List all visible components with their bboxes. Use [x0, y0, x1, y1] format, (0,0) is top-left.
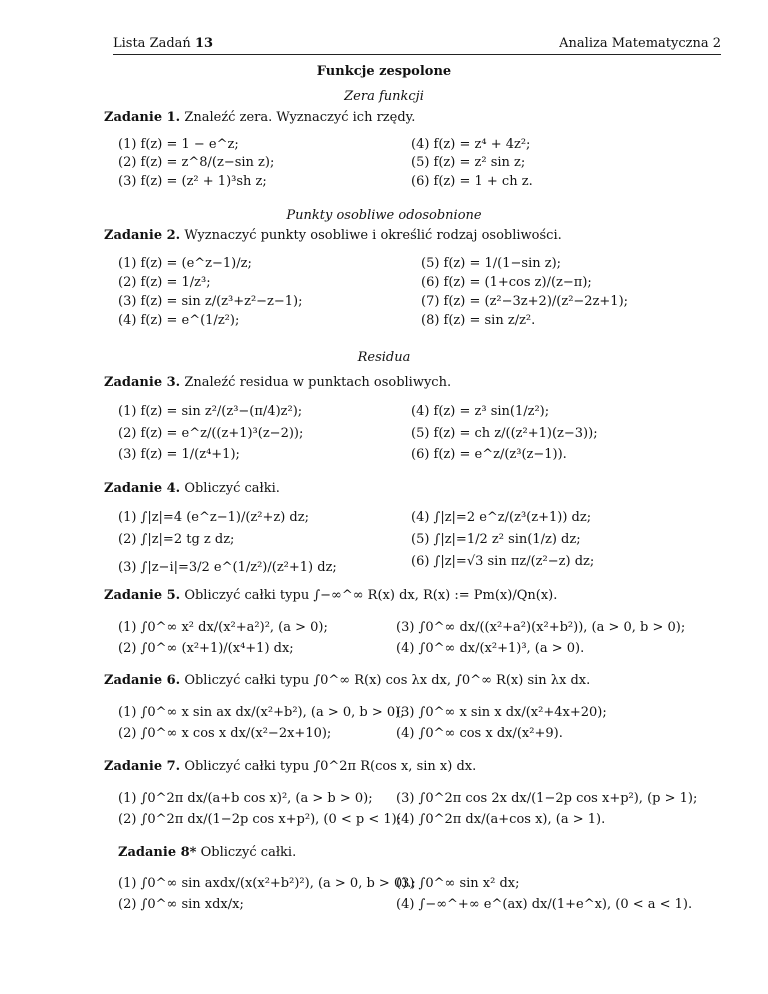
task-8-item: (2) ∫0^∞ sin xdx/x; — [118, 897, 244, 912]
task-1-item: (1) f(z) = 1 − e^z; — [118, 137, 239, 152]
task-8-item: (1) ∫0^∞ sin axdx/(x(x²+b²)²), (a > 0, b > 0).; — [118, 876, 416, 891]
task-2-item: (2) f(z) = 1/z³; — [118, 275, 211, 290]
task-3-item: (4) f(z) = z³ sin(1/z²); — [411, 404, 550, 419]
task-1-item: (6) f(z) = 1 + ch z. — [411, 174, 533, 189]
task-3-item: (1) f(z) = sin z²/(z³−(π/4)z²); — [118, 404, 303, 419]
task-6-item: (2) ∫0^∞ x cos x dx/(x²−2x+10); — [118, 726, 332, 741]
task-2: Zadanie 2. Wyznaczyć punkty osobliwe i określić rodzaj osobliwości. — [104, 228, 562, 243]
task-6-item: (1) ∫0^∞ x sin ax dx/(x²+b²), (a > 0, b > 0); — [118, 705, 405, 720]
task-3-item: (3) f(z) = 1/(z⁴+1); — [118, 447, 240, 462]
task-1: Zadanie 1. Znaleźć zera. Wyznaczyć ich rzędy. — [104, 110, 416, 125]
task-1-item: (2) f(z) = z^8/(z−sin z); — [118, 155, 275, 170]
task-6-item: (4) ∫0^∞ cos x dx/(x²+9). — [396, 726, 563, 741]
task-2-item: (1) f(z) = (e^z−1)/z; — [118, 256, 252, 271]
task-5: Zadanie 5. Obliczyć całki typu ∫−∞^∞ R(x) dx, R(x) := Pm(x)/Qn(x). — [104, 588, 558, 603]
task-2-item: (4) f(z) = e^(1/z²); — [118, 313, 240, 328]
section-residua: Residua — [357, 350, 411, 365]
task-5-item: (4) ∫0^∞ dx/(x²+1)³, (a > 0). — [396, 641, 585, 656]
task-5-item: (2) ∫0^∞ (x²+1)/(x⁴+1) dx; — [118, 641, 294, 656]
task-3: Zadanie 3. Znaleźć residua w punktach osobliwych. — [104, 375, 452, 390]
task-4-item: (6) ∫|z|=√3 sin πz/(z²−z) dz; — [411, 554, 595, 569]
task-4-item: (5) ∫|z|=1/2 z² sin(1/z) dz; — [411, 532, 581, 547]
task-7-item: (3) ∫0^2π cos 2x dx/(1−2p cos x+p²), (p > 1); — [396, 791, 698, 806]
task-8: Zadanie 8* Obliczyć całki. — [118, 845, 297, 860]
task-1-item: (5) f(z) = z² sin z; — [411, 155, 526, 170]
task-7-item: (4) ∫0^2π dx/(a+cos x), (a > 1). — [396, 812, 606, 827]
task-2-item: (7) f(z) = (z²−3z+2)/(z²−2z+1); — [421, 294, 629, 309]
task-8-item: (3) ∫0^∞ sin x² dx; — [396, 876, 520, 891]
task-4-item: (3) ∫|z−i|=3/2 e^(1/z²)/(z²+1) dz; — [118, 560, 337, 575]
header-right: Analiza Matematyczna 2 — [559, 36, 721, 51]
task-2-item: (8) f(z) = sin z/z². — [421, 313, 536, 328]
section-punkty: Punkty osobliwe odosobnione — [286, 208, 482, 223]
task-2-item: (6) f(z) = (1+cos z)/(z−π); — [421, 275, 592, 290]
task-7-item: (1) ∫0^2π dx/(a+b cos x)², (a > b > 0); — [118, 791, 373, 806]
task-5-item: (1) ∫0^∞ x² dx/(x²+a²)², (a > 0); — [118, 620, 328, 635]
task-2-item: (5) f(z) = 1/(1−sin z); — [421, 256, 562, 271]
task-1-item: (4) f(z) = z⁴ + 4z²; — [411, 137, 531, 152]
task-1-item: (3) f(z) = (z² + 1)³sh z; — [118, 174, 267, 189]
header-rule — [113, 54, 721, 55]
task-2-item: (3) f(z) = sin z/(z³+z²−z−1); — [118, 294, 303, 309]
task-6-item: (3) ∫0^∞ x sin x dx/(x²+4x+20); — [396, 705, 607, 720]
task-7: Zadanie 7. Obliczyć całki typu ∫0^2π R(cos x, sin x) dx. — [104, 759, 477, 774]
task-6: Zadanie 6. Obliczyć całki typu ∫0^∞ R(x) cos λx dx, ∫0^∞ R(x) sin λx dx. — [104, 673, 591, 688]
header-left: Lista Zadań 13 — [113, 36, 214, 51]
task-4: Zadanie 4. Obliczyć całki. — [104, 481, 280, 496]
section-zera: Zera funkcji — [344, 89, 424, 104]
page-title: Funkcje zespolone — [316, 64, 452, 79]
task-8-item: (4) ∫−∞^+∞ e^(ax) dx/(1+e^x), (0 < a < 1). — [396, 897, 693, 912]
task-3-item: (6) f(z) = e^z/(z³(z−1)). — [411, 447, 567, 462]
task-3-item: (2) f(z) = e^z/((z+1)³(z−2)); — [118, 426, 304, 441]
task-4-item: (4) ∫|z|=2 e^z/(z³(z+1)) dz; — [411, 510, 592, 525]
task-4-item: (2) ∫|z|=2 tg z dz; — [118, 532, 235, 547]
task-7-item: (2) ∫0^2π dx/(1−2p cos x+p²), (0 < p < 1); — [118, 812, 402, 827]
task-4-item: (1) ∫|z|=4 (e^z−1)/(z²+z) dz; — [118, 510, 309, 525]
task-5-item: (3) ∫0^∞ dx/((x²+a²)(x²+b²)), (a > 0, b > 0); — [396, 620, 686, 635]
task-3-item: (5) f(z) = ch z/((z²+1)(z−3)); — [411, 426, 598, 441]
